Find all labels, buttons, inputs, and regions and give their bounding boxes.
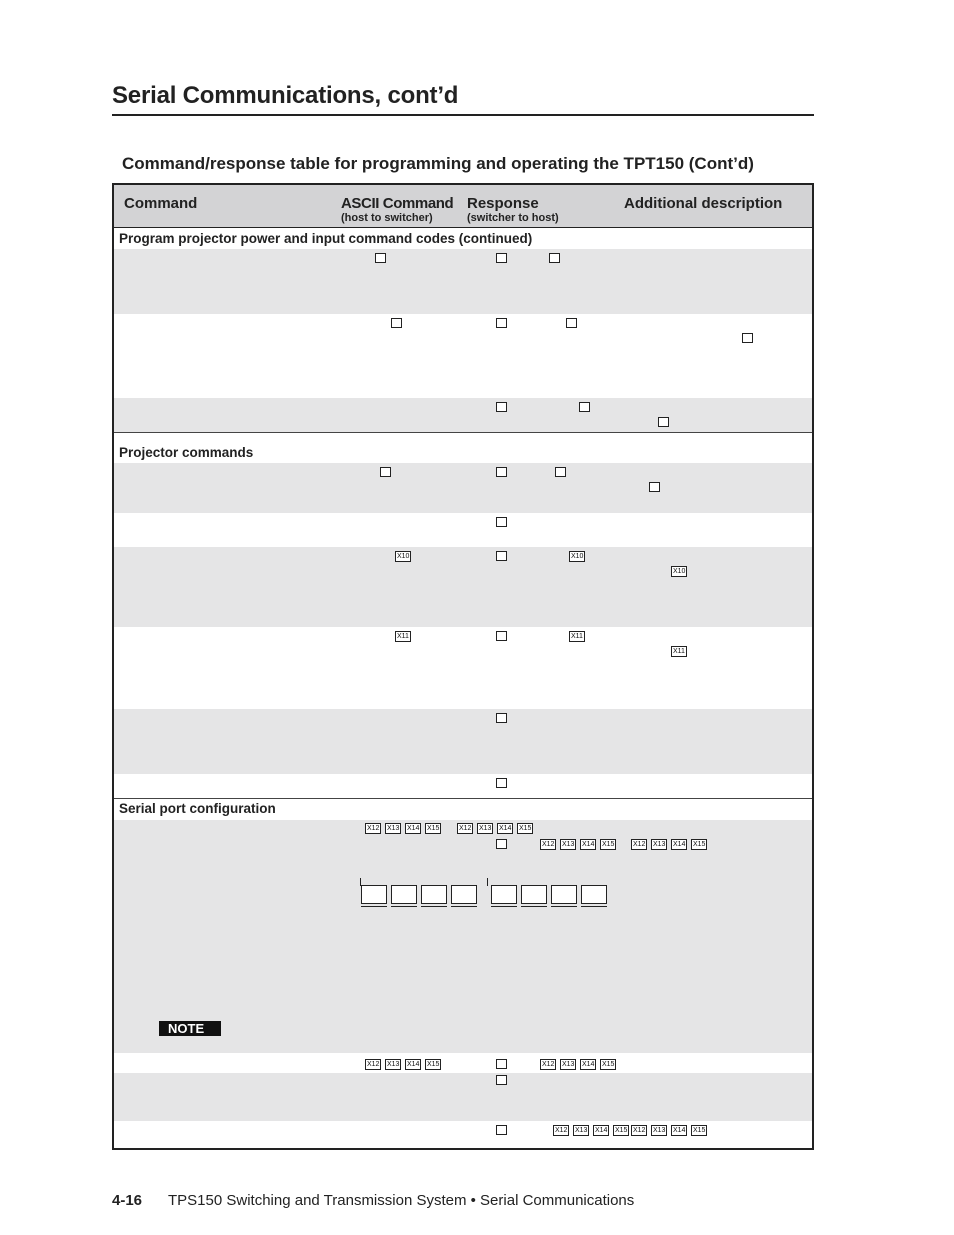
table-header	[114, 185, 812, 228]
table-row	[114, 1121, 812, 1148]
table-row	[114, 314, 812, 398]
variable-x12: X12	[633, 1127, 646, 1134]
diagram-box	[361, 885, 387, 904]
variable-x13: X13	[387, 1061, 400, 1068]
variable-x12: X12	[542, 841, 555, 848]
header-command: Command	[124, 195, 198, 212]
variable-x13: X13	[479, 825, 492, 832]
table-row	[114, 463, 812, 513]
variable-x13: X13	[575, 1127, 588, 1134]
variable-x12: X12	[459, 825, 472, 832]
variable-x14: X14	[582, 1061, 595, 1068]
note-label: NOTE	[159, 1021, 221, 1036]
header-response: Response	[467, 195, 539, 212]
page-title: Serial Communications, cont’d	[112, 82, 459, 109]
variable-x14: X14	[673, 1127, 686, 1134]
variable-x13: X13	[562, 841, 575, 848]
diagram-box	[551, 885, 577, 904]
variable-x12: X12	[367, 1061, 380, 1068]
diagram-box	[491, 885, 517, 904]
variable-box	[496, 713, 507, 723]
variable-x14: X14	[673, 841, 686, 848]
variable-box	[496, 551, 507, 561]
page-number: 4-16	[112, 1192, 143, 1209]
table-row	[114, 627, 812, 709]
section-program-projector: Program projector power and input command codes (continued)	[119, 231, 533, 246]
table-row	[114, 820, 812, 1053]
variable-box	[566, 318, 577, 328]
header-description: Additional description	[624, 195, 783, 212]
variable-box	[742, 333, 753, 343]
variable-box	[375, 253, 386, 263]
variable-x15: X15	[693, 1127, 706, 1134]
footer-text: TPS150 Switching and Transmission System • Serial Communications	[168, 1192, 635, 1209]
variable-box	[496, 778, 507, 788]
variable-x12: X12	[542, 1061, 555, 1068]
variable-x10: X10	[397, 553, 410, 560]
table-row	[114, 774, 812, 798]
header-ascii-sub: (host to switcher)	[341, 212, 433, 224]
table-row	[114, 249, 812, 314]
variable-box	[496, 1075, 507, 1085]
variable-x11: X11	[397, 633, 409, 640]
variable-box	[649, 482, 660, 492]
variable-x14: X14	[499, 825, 512, 832]
variable-box	[496, 318, 507, 328]
variable-x13: X13	[653, 841, 666, 848]
variable-box	[496, 402, 507, 412]
command-table	[112, 183, 814, 1150]
diagram-tick	[487, 878, 488, 886]
table-title: Command/response table for programming and operating the TPT150 (Cont’d)	[122, 154, 754, 173]
variable-x13: X13	[387, 825, 400, 832]
variable-x15: X15	[602, 841, 615, 848]
variable-box	[496, 253, 507, 263]
variable-x14: X14	[582, 841, 595, 848]
variable-box	[496, 1125, 507, 1135]
table-row	[114, 547, 812, 627]
table-row	[114, 513, 812, 547]
table-row	[114, 1073, 812, 1121]
variable-x15: X15	[519, 825, 532, 832]
variable-box	[391, 318, 402, 328]
title-rule	[112, 114, 814, 116]
section-divider	[114, 432, 812, 433]
table-row	[114, 709, 812, 774]
variable-x12: X12	[555, 1127, 568, 1134]
diagram-box	[391, 885, 417, 904]
diagram-box	[581, 885, 607, 904]
variable-x10: X10	[673, 568, 686, 575]
variable-box	[496, 467, 507, 477]
variable-x14: X14	[407, 825, 420, 832]
section-serial-port: Serial port configuration	[119, 801, 276, 816]
variable-x15: X15	[602, 1061, 615, 1068]
variable-x13: X13	[562, 1061, 575, 1068]
variable-box	[658, 417, 669, 427]
diagram-box	[421, 885, 447, 904]
variable-box	[496, 1059, 507, 1069]
section-projector-commands: Projector commands	[119, 445, 254, 460]
variable-box	[496, 839, 507, 849]
diagram-box	[521, 885, 547, 904]
variable-x15: X15	[693, 841, 706, 848]
variable-box	[555, 467, 566, 477]
table-row	[114, 398, 812, 432]
variable-x12: X12	[367, 825, 380, 832]
variable-box	[496, 631, 507, 641]
header-ascii: ASCII Command	[341, 195, 454, 212]
variable-x14: X14	[407, 1061, 420, 1068]
header-response-sub: (switcher to host)	[467, 212, 559, 224]
variable-x15: X15	[615, 1127, 628, 1134]
variable-x15: X15	[427, 825, 440, 832]
variable-x14: X14	[595, 1127, 608, 1134]
variable-x11: X11	[673, 648, 685, 655]
section-divider	[114, 798, 812, 799]
variable-box	[549, 253, 560, 263]
variable-x13: X13	[653, 1127, 666, 1134]
variable-x12: X12	[633, 841, 646, 848]
diagram-box	[451, 885, 477, 904]
variable-x15: X15	[427, 1061, 440, 1068]
variable-box	[579, 402, 590, 412]
variable-box	[380, 467, 391, 477]
variable-x10: X10	[571, 553, 584, 560]
table-row	[114, 1053, 812, 1073]
variable-x11: X11	[571, 633, 583, 640]
variable-box	[496, 517, 507, 527]
